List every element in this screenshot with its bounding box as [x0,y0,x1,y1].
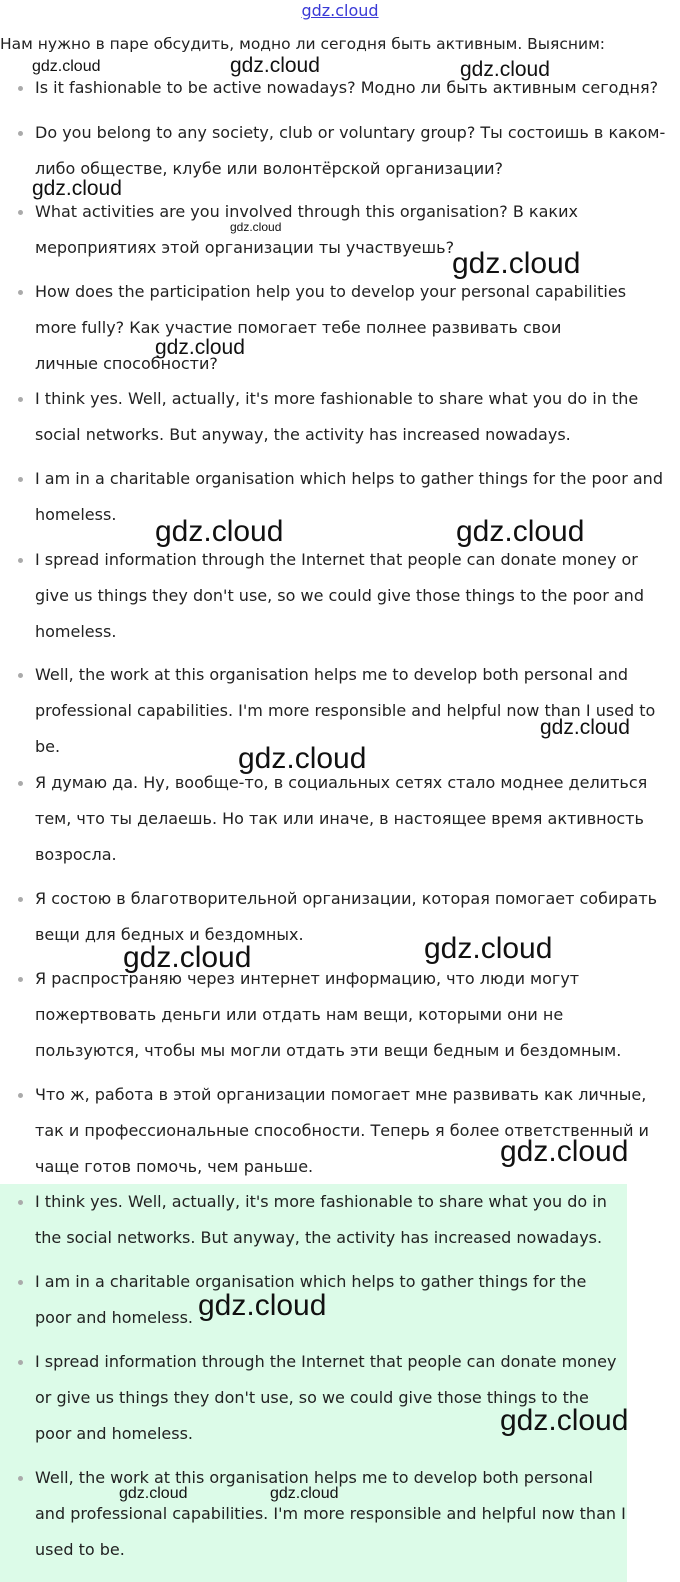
watermark: gdz.cloud [32,177,122,200]
list-item: Что ж, работа в этой организации помогает мне развивать как личные, так и профессиональные способности. Теперь я более ответственный и чаще готов помочь, чем раньше. [35,1077,671,1184]
watermark: gdz.cloud [32,58,101,75]
list-item: I spread information through the Internet that people can donate money or give us things they don't use, so we could give those things to the poor and homeless. [35,542,671,649]
watermark: gdz.cloud [500,1135,629,1168]
watermark: gdz.cloud [500,1404,629,1437]
answer-item: Well, the work at this organisation helps me to develop both personal and professional capabilities. I'm more responsible and helpful now than I used to be. [35,1460,627,1567]
list-item: Do you belong to any society, club or voluntary group? Ты состоишь в каком-либо обществе, клубе или волонтёрской организации? [35,115,671,187]
list-item: I think yes. Well, actually, it's more fashionable to share what you do in the social networks. But anyway, the activity has increased nowadays. [35,381,671,453]
watermark: gdz.cloud [460,58,550,81]
watermark: gdz.cloud [456,515,585,548]
list-item: What activities are you involved through this organisation? В каких мероприятиях этой организации ты участвуешь? [35,194,627,266]
intro-text: Нам нужно в паре обсудить, модно ли сегодня быть активным. Выясним: [0,35,606,53]
answer-item: I spread information through the Internet that people can donate money or give us things they don't use, so we could give those things to the poor and homeless. [35,1344,627,1451]
list-item: I am in a charitable organisation which helps to gather things for the poor and homeless. [35,461,671,533]
site-link[interactable] [0,0,680,22]
answer-item: I am in a charitable organisation which helps to gather things for the poor and homeless. [35,1264,627,1336]
list-item: Я состою в благотворительной организации, которая помогает собирать вещи для бедных и бездомных. [35,881,671,953]
watermark: gdz.cloud [270,1485,339,1502]
list-item: Я распространяю через интернет информацию, что люди могут пожертвовать деньги или отдать нам вещи, которыми они не пользуются, чтобы мы могли отдать эти вещи бедным и бездомным. [35,961,671,1068]
list-item: Я думаю да. Ну, вообще-то, в социальных сетях стало моднее делиться тем, что ты делаешь. Но так или иначе, в настоящее время активность возросла. [35,765,671,872]
watermark: gdz.cloud [155,515,284,548]
watermark: gdz.cloud [238,742,367,775]
watermark: gdz.cloud [230,54,320,77]
list-item: Is it fashionable to be active nowadays? Модно ли быть активным сегодня? [35,70,671,106]
watermark: gdz.cloud [424,932,553,965]
watermark: gdz.cloud [198,1289,327,1322]
watermark: gdz.cloud [540,716,630,739]
answer-item: I think yes. Well, actually, it's more fashionable to share what you do in the social networks. But anyway, the activity has increased nowadays. [35,1184,627,1256]
watermark: gdz.cloud [119,1485,188,1502]
list-item: Well, the work at this organisation helps me to develop both personal and professional capabilities. I'm more responsible and helpful now than I used to be. [35,657,671,764]
watermark: gdz.cloud [155,336,245,359]
site-link-text[interactable]: gdz.cloud [301,1,379,20]
list-item: How does the participation help you to develop your personal capabilities more fully? Как участие помогает тебе полнее развивать свои личные способности? [35,274,627,381]
watermark: gdz.cloud [452,247,581,280]
watermark: gdz.cloud [123,941,252,974]
watermark: gdz.cloud [230,220,282,234]
